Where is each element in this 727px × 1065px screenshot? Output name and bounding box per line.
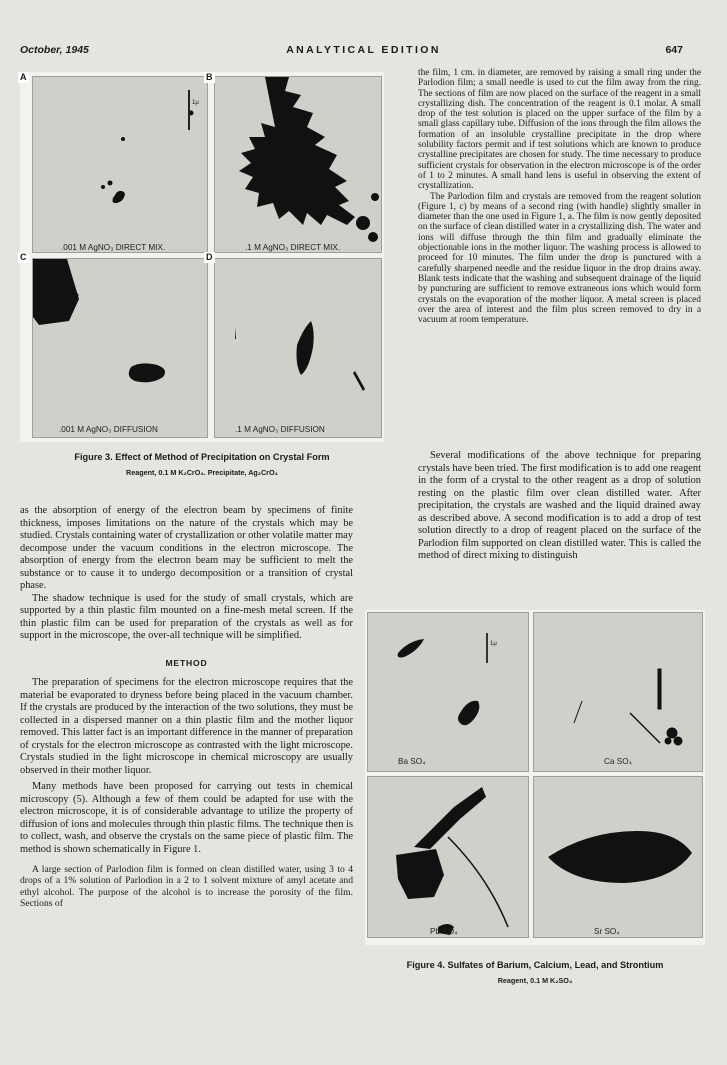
left-paragraph-4: Many methods have been proposed for carrying out tests in chemical microscopy (5). Although a few of them could be adapted for use with the electron microscope, it is of considerable advantage to utilize the property of diffusion of ions and molecules through thin plastic films. The technique then is to collect, wash, and observe the crystals on the same piece of plastic film. The method is shown schematically in Figure 1. [20, 781, 353, 855]
figure-3-corner-c: C [20, 252, 27, 262]
crystal-image-srso4 [534, 777, 703, 938]
figure-4-panel-pbso4 [367, 776, 529, 938]
figure-3-label-a: .001 M AgNO₃ DIRECT MIX. [61, 243, 166, 252]
figure-4-panel-caso4 [533, 612, 703, 772]
figure-3-title: Figure 3. Effect of Method of Precipitation on Crystal Form [74, 452, 330, 462]
figure-3-panel-c [32, 258, 208, 438]
crystal-image-d [215, 259, 382, 438]
figure-3-label-b: .1 M AgNO₃ DIRECT MIX. [245, 243, 341, 252]
figure-4-label-baso4: Ba SO₄ [398, 757, 426, 766]
right-column-middle [418, 450, 701, 563]
figure-3-corner-d: D [206, 252, 213, 262]
figure-4-label-pbso4: Pb SO₄ [430, 927, 458, 936]
crystal-image-c [33, 259, 208, 438]
crystal-image-caso4 [534, 613, 703, 772]
figure-3-corner-b: B [206, 72, 213, 82]
left-paragraph-3: The preparation of specimens for the electron microscope requires that the material be evaporated to dryness before being placed in the vacuum chamber. If the crystals are produced by the interaction of the two solutions, they must be collected in a dispersed manner on a thin plastic film and the mother liquor removed. This latter fact is an important difference in the manner of preparation of crystals for the electron microscope as contrasted with the light microscope. Crystals studied in the light microscope in chemical microscopy are usually observed in their mother liquor. [20, 677, 353, 776]
right-column-top [418, 68, 701, 325]
figure-4-label-srso4: Sr SO₄ [594, 927, 620, 936]
figure-4-label-caso4: Ca SO₄ [604, 757, 632, 766]
issue-date: October, 1945 [20, 44, 89, 56]
figure-4-title: Figure 4. Sulfates of Barium, Calcium, Lead, and Strontium [406, 960, 664, 970]
figure-4-panel-srso4 [533, 776, 703, 938]
page-number: 647 [665, 44, 683, 56]
figure-3-panel-d [214, 258, 382, 438]
crystal-image-b [215, 77, 382, 253]
figure-3-subtitle: Reagent, 0.1 M K₂CrO₄. Precipitate, Ag₂CrO₄ [126, 468, 278, 477]
figure-4-scale-label: 1μ [490, 641, 497, 647]
figure-4-scale-bar [486, 633, 488, 663]
crystal-image-a [33, 77, 208, 253]
figure-4-subtitle: Reagent, 0.1 M K₂SO₄ [497, 976, 573, 985]
figure-3-scale-label: 1μ [192, 100, 199, 106]
right-paragraph-1: the film, 1 cm. in diameter, are removed by raising a small ring under the Parlodion film; a small needle is used to cut the film away from the ring. The sections of film are now placed on the surface of the reagent in a small crystallizing dish. The concentration of the reagent is 0.1 molar. A small drop of the test solution is placed on the upper surface of the film by a small glass capillary tube. Diffusion of the ions through the film allows the formation of an insoluble crystalline precipitate in the drop where solubility factors permit and if test solutions which are known to produce crystalline precipitates are chosen for study. The time necessary to produce sufficient crystals for observation in the electron microscope is of the order of 1 to 2 minutes. A small hand lens is useful in observing the extent of crystallization. [418, 68, 701, 192]
figure-3-scale-bar [188, 90, 190, 130]
figure-3-corner-a: A [20, 72, 27, 82]
figure-4-panel-baso4 [367, 612, 529, 772]
figure-4-caption [368, 960, 702, 985]
figure-3-panel-b [214, 76, 382, 253]
right-paragraph-3: Several modifications of the above technique for preparing crystals have been tried. The first modification is to add one reagent in the form of a crystal to the other reagent as a drop of solution resting on the plastic film over clean distilled water. After precipitation, the crystals are washed and the liquid drained away as described above. A second modification is to add a drop of test solution directly to a drop of reagent placed on the surface of the Parlodion film supported on clean distilled water. This is called the method of direct mixing to distinguish [418, 450, 701, 561]
figure-3-panel-a [32, 76, 208, 253]
right-paragraph-2: The Parlodion film and crystals are removed from the reagent solution (Figure 1, c) by means of a second ring (with handle) slightly smaller in diameter than the one used in Figure 1, a. The film is now gently deposited on the surface of clean distilled water in a crystallizing dish. The water and ions will diffuse through the thin film and gradually eliminate the objectionable ions in the mother liquor. The washing process is allowed to proceed for 10 minutes. The film under the drop is punctured with a carefully sharpened needle and the residue liquor in the drop drains away. Blank tests indicate that the washing and subsequent drainage of the liquid by puncturing are sufficient to remove extraneous ions which would form crystals on the evaporation of the mother liquor. A metal screen is placed over the area of interest and the film plus screen removed to dry in a vacuum at room temperature. [418, 191, 701, 326]
left-column [20, 505, 353, 909]
left-paragraph-1: as the absorption of energy of the electron beam by specimens of finite thickness, imposes limitations on the nature of the crystals which may be studied. Crystals containing water of crystallization or other volatile matter may decompose under the vacuum conditions in the electron microscope. The absorption of energy from the electron beam may be sufficient to melt the substance or to cause it to undergo decomposition or a transition of crystal phase. [20, 505, 353, 591]
left-paragraph-2: The shadow technique is used for the study of small crystals, which are supported by a thin plastic film mounted on a fine-mesh metal screen. If the thin plastic film can be used for preparation of the crystals as well as for support in the microscope, the over-all technique will be simplified. [20, 592, 353, 641]
crystal-image-baso4 [368, 613, 529, 772]
figure-4 [365, 610, 705, 945]
figure-3-caption [20, 452, 384, 477]
journal-title: ANALYTICAL EDITION [286, 44, 441, 56]
figure-3 [20, 72, 384, 442]
figure-3-label-c: .001 M AgNO₃ DIFFUSION [59, 425, 158, 434]
method-heading: METHOD [165, 657, 208, 668]
left-paragraph-5: A large section of Parlodion film is formed on clean distilled water, using 3 to 4 drops of a 1% solution of Parlodion in a 2 to 1 solvent mixture of amyl acetate and ethyl alcohol. The purpose of the alcohol is to increase the porosity of the film. Sections of [20, 864, 353, 909]
figure-3-label-d: .1 M AgNO₃ DIFFUSION [235, 425, 325, 434]
crystal-image-pbso4 [368, 777, 529, 938]
